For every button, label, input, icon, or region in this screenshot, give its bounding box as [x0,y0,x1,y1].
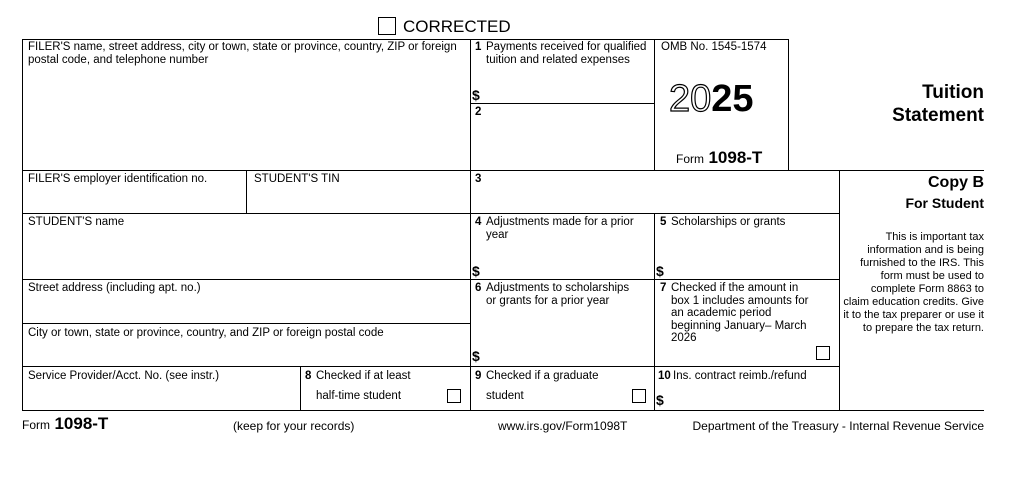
box10-label: Ins. contract reimb./refund [673,370,807,382]
box8-number: 8 [305,370,312,382]
footer-keep: (keep for your records) [233,419,355,433]
copy-notice: This is important tax information and is being furnished to the IRS. This form must be used to complete Form 8863 to claim education credits. Give it to the tax preparer or use it to prepare the tax return. [843,231,984,334]
form-top-border [22,39,788,40]
filer-name-label: FILER'S name, street address, city or town, state or province, country, ZIP or foreign postal code, and telephone number [28,41,457,66]
col-line-ein [246,170,247,213]
box8-label-line1: Checked if at least [316,370,411,382]
box9-label-line2: student [486,390,524,402]
box4-label: Adjustments made for a prior year [486,216,634,241]
row-line-3 [22,279,839,280]
box6-currency: $ [472,348,480,364]
row-line-city [22,323,470,324]
box10-number: 10 [658,370,671,382]
box9-checkbox[interactable] [632,389,646,403]
box5-label: Scholarships or grants [671,216,786,228]
box1-bottom-line [470,103,654,104]
footer-form-number: 1098-T [54,414,109,433]
box1-label: Payments received for qualified tuition and related expenses [486,41,647,66]
box9-label-line1: Checked if a graduate [486,370,599,382]
box1-number: 1 [475,41,482,53]
col-line-omb [654,39,655,170]
box5-currency: $ [656,263,664,279]
student-name-label: STUDENT'S name [28,216,125,228]
box7-label: Checked if the amount in box 1 includes amounts for an academic period beginning January– March 2026 [671,282,809,344]
footer-url: www.irs.gov/Form1098T [498,419,628,433]
student-tin-label: STUDENT'S TIN [254,173,340,185]
col-line-copy [839,170,840,410]
city-label: City or town, state or province, country, and ZIP or foreign postal code [28,327,384,339]
omb-right-border [788,39,789,170]
filer-ein-label: FILER'S employer identification no. [28,173,208,185]
tax-year [669,78,754,120]
box4-number: 4 [475,216,482,228]
omb-form-number: 1098-T [708,148,763,167]
box10-currency: $ [656,392,664,408]
col-line-box5 [654,213,655,410]
box9-number: 9 [475,370,482,382]
box6-label: Adjustments to scholarships or grants for a prior year [486,282,630,307]
form-title-line1: Tuition [922,82,984,103]
form-title [892,81,984,127]
box2-number: 2 [475,106,482,118]
col-line-box8 [300,366,301,410]
box7-checkbox[interactable] [816,346,830,360]
corrected-checkbox[interactable] [378,17,396,35]
footer-form-word: Form [22,418,50,432]
omb-form-word: Form [676,152,704,166]
omb-form-id [676,148,762,168]
street-address-label: Street address (including apt. no.) [28,282,201,294]
form-bottom-border [22,410,984,411]
box6-number: 6 [475,282,482,294]
tax-year-suffix: 25 [711,78,754,120]
footer-form-id [22,414,108,434]
form-title-line2: Statement [892,105,984,126]
row-line-2 [22,213,839,214]
footer-dept: Department of the Treasury - Internal Revenue Service [692,419,984,433]
row-line-4 [22,366,839,367]
service-provider-label: Service Provider/Acct. No. (see instr.) [28,370,220,382]
box1-currency: $ [472,87,480,103]
box8-checkbox[interactable] [447,389,461,403]
omb-number: OMB No. 1545-1574 [661,41,767,53]
box5-number: 5 [660,216,667,228]
corrected-label: CORRECTED [403,17,511,36]
form-left-border [22,39,23,410]
copy-subtitle: For Student [905,195,984,211]
box3-number: 3 [475,173,482,185]
box4-currency: $ [472,263,480,279]
box7-number: 7 [660,282,667,294]
col-line-main [470,39,471,410]
box8-label-line2: half-time student [316,390,402,402]
tax-year-prefix: 20 [669,78,712,120]
copy-title: Copy B [928,174,984,191]
